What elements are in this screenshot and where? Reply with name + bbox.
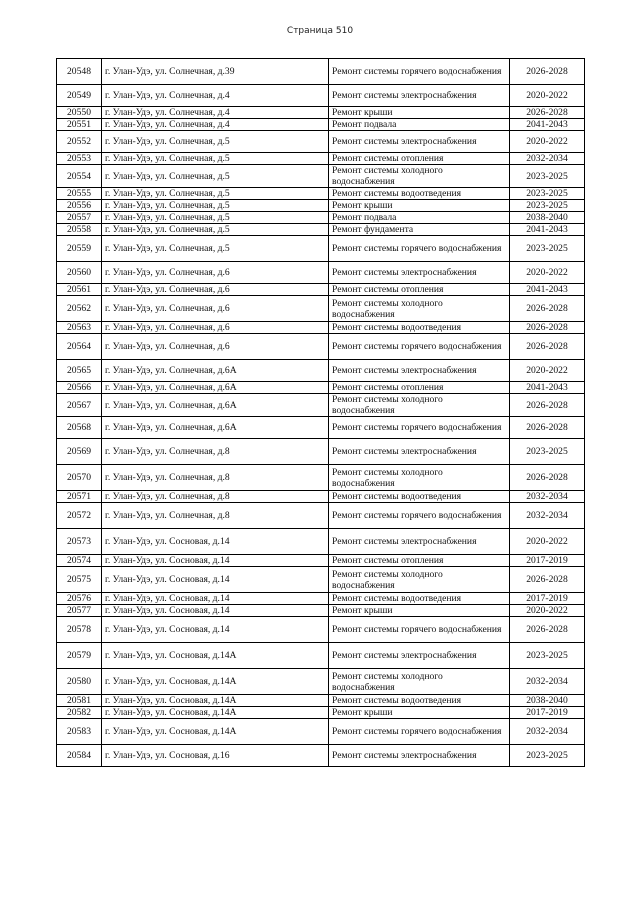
row-work-type: Ремонт системы холодного водоснабжения — [329, 394, 510, 417]
row-number: 20566 — [57, 382, 102, 394]
row-period: 2020-2022 — [510, 262, 585, 284]
table-row — [57, 284, 585, 296]
row-work-type: Ремонт системы водоотведения — [329, 491, 510, 503]
row-period: 2041-2043 — [510, 119, 585, 131]
row-work-type: Ремонт подвала — [329, 212, 510, 224]
row-address: г. Улан-Удэ, ул. Солнечная, д.5 — [102, 131, 329, 153]
table-row — [57, 491, 585, 503]
table-row — [57, 360, 585, 382]
row-address: г. Улан-Удэ, ул. Солнечная, д.5 — [102, 165, 329, 188]
row-period: 2032-2034 — [510, 669, 585, 695]
table-row — [57, 296, 585, 322]
table-row — [57, 707, 585, 719]
row-address: г. Улан-Удэ, ул. Солнечная, д.5 — [102, 224, 329, 236]
row-period: 2023-2025 — [510, 643, 585, 669]
row-work-type: Ремонт системы отопления — [329, 153, 510, 165]
row-number: 20582 — [57, 707, 102, 719]
row-number: 20556 — [57, 200, 102, 212]
row-address: г. Улан-Удэ, ул. Сосновая, д.16 — [102, 745, 329, 767]
row-address: г. Улан-Удэ, ул. Солнечная, д.6А — [102, 360, 329, 382]
table-row — [57, 529, 585, 555]
table-row — [57, 417, 585, 439]
table-row — [57, 224, 585, 236]
row-number: 20576 — [57, 593, 102, 605]
row-period: 2023-2025 — [510, 745, 585, 767]
row-number: 20562 — [57, 296, 102, 322]
row-number: 20577 — [57, 605, 102, 617]
row-address: г. Улан-Удэ, ул. Солнечная, д.6 — [102, 296, 329, 322]
row-period: 2026-2028 — [510, 394, 585, 417]
table-row — [57, 322, 585, 334]
row-work-type: Ремонт системы водоотведения — [329, 593, 510, 605]
row-number: 20550 — [57, 107, 102, 119]
row-address: г. Улан-Удэ, ул. Солнечная, д.5 — [102, 200, 329, 212]
row-period: 2017-2019 — [510, 593, 585, 605]
row-address: г. Улан-Удэ, ул. Сосновая, д.14А — [102, 719, 329, 745]
row-work-type: Ремонт системы электроснабжения — [329, 745, 510, 767]
row-period: 2020-2022 — [510, 529, 585, 555]
table-row — [57, 236, 585, 262]
row-work-type: Ремонт подвала — [329, 119, 510, 131]
table-row — [57, 394, 585, 417]
row-number: 20558 — [57, 224, 102, 236]
repair-schedule-table — [56, 58, 585, 767]
row-work-type: Ремонт системы холодного водоснабжения — [329, 669, 510, 695]
row-number: 20548 — [57, 59, 102, 85]
row-work-type: Ремонт системы горячего водоснабжения — [329, 59, 510, 85]
table-body — [57, 59, 585, 767]
row-period: 2032-2034 — [510, 503, 585, 529]
row-period: 2026-2028 — [510, 417, 585, 439]
table-row — [57, 382, 585, 394]
table-row — [57, 567, 585, 593]
row-period: 2026-2028 — [510, 334, 585, 360]
row-number: 20569 — [57, 439, 102, 465]
row-period: 2026-2028 — [510, 465, 585, 491]
row-period: 2038-2040 — [510, 695, 585, 707]
row-number: 20575 — [57, 567, 102, 593]
row-number: 20580 — [57, 669, 102, 695]
row-period: 2026-2028 — [510, 59, 585, 85]
row-address: г. Улан-Удэ, ул. Солнечная, д.6 — [102, 262, 329, 284]
row-number: 20581 — [57, 695, 102, 707]
row-address: г. Улан-Удэ, ул. Солнечная, д.4 — [102, 85, 329, 107]
row-period: 2017-2019 — [510, 707, 585, 719]
table-row — [57, 745, 585, 767]
row-number: 20584 — [57, 745, 102, 767]
row-work-type: Ремонт системы горячего водоснабжения — [329, 617, 510, 643]
row-address: г. Улан-Удэ, ул. Солнечная, д.6 — [102, 334, 329, 360]
row-period: 2041-2043 — [510, 224, 585, 236]
row-work-type: Ремонт системы электроснабжения — [329, 131, 510, 153]
table-row — [57, 212, 585, 224]
table-row — [57, 503, 585, 529]
row-address: г. Улан-Удэ, ул. Солнечная, д.8 — [102, 465, 329, 491]
table-row — [57, 59, 585, 85]
row-address: г. Улан-Удэ, ул. Сосновая, д.14А — [102, 695, 329, 707]
table-row — [57, 119, 585, 131]
row-period: 2023-2025 — [510, 165, 585, 188]
table-row — [57, 719, 585, 745]
row-work-type: Ремонт системы холодного водоснабжения — [329, 296, 510, 322]
row-period: 2026-2028 — [510, 617, 585, 643]
row-number: 20555 — [57, 188, 102, 200]
row-period: 2032-2034 — [510, 719, 585, 745]
row-work-type: Ремонт системы водоотведения — [329, 695, 510, 707]
row-address: г. Улан-Удэ, ул. Солнечная, д.8 — [102, 503, 329, 529]
row-number: 20578 — [57, 617, 102, 643]
row-number: 20570 — [57, 465, 102, 491]
row-number: 20565 — [57, 360, 102, 382]
row-work-type: Ремонт крыши — [329, 107, 510, 119]
row-address: г. Улан-Удэ, ул. Солнечная, д.8 — [102, 439, 329, 465]
row-address: г. Улан-Удэ, ул. Сосновая, д.14 — [102, 593, 329, 605]
row-number: 20583 — [57, 719, 102, 745]
row-number: 20553 — [57, 153, 102, 165]
row-number: 20564 — [57, 334, 102, 360]
table-row — [57, 669, 585, 695]
row-work-type: Ремонт системы отопления — [329, 284, 510, 296]
row-work-type: Ремонт системы холодного водоснабжения — [329, 567, 510, 593]
row-period: 2032-2034 — [510, 491, 585, 503]
row-number: 20549 — [57, 85, 102, 107]
row-period: 2023-2025 — [510, 236, 585, 262]
row-work-type: Ремонт системы горячего водоснабжения — [329, 236, 510, 262]
row-number: 20573 — [57, 529, 102, 555]
row-address: г. Улан-Удэ, ул. Сосновая, д.14 — [102, 567, 329, 593]
row-work-type: Ремонт системы водоотведения — [329, 322, 510, 334]
row-period: 2020-2022 — [510, 131, 585, 153]
row-number: 20561 — [57, 284, 102, 296]
row-work-type: Ремонт фундамента — [329, 224, 510, 236]
row-period: 2023-2025 — [510, 200, 585, 212]
row-address: г. Улан-Удэ, ул. Солнечная, д.6А — [102, 382, 329, 394]
table-row — [57, 165, 585, 188]
table-row — [57, 617, 585, 643]
row-address: г. Улан-Удэ, ул. Солнечная, д.5 — [102, 236, 329, 262]
table-row — [57, 555, 585, 567]
row-address: г. Улан-Удэ, ул. Солнечная, д.6 — [102, 284, 329, 296]
row-work-type: Ремонт системы электроснабжения — [329, 262, 510, 284]
table-row — [57, 593, 585, 605]
row-work-type: Ремонт системы электроснабжения — [329, 85, 510, 107]
row-period: 2023-2025 — [510, 188, 585, 200]
table-row — [57, 439, 585, 465]
page-header: Страница 510 — [286, 26, 354, 36]
table-row — [57, 695, 585, 707]
row-period: 2026-2028 — [510, 322, 585, 334]
row-work-type: Ремонт системы электроснабжения — [329, 360, 510, 382]
table-row — [57, 153, 585, 165]
table-row — [57, 200, 585, 212]
row-address: г. Улан-Удэ, ул. Солнечная, д.8 — [102, 491, 329, 503]
row-number: 20552 — [57, 131, 102, 153]
table-row — [57, 131, 585, 153]
row-address: г. Улан-Удэ, ул. Солнечная, д.5 — [102, 153, 329, 165]
row-work-type: Ремонт системы электроснабжения — [329, 643, 510, 669]
row-work-type: Ремонт крыши — [329, 200, 510, 212]
row-address: г. Улан-Удэ, ул. Солнечная, д.6А — [102, 417, 329, 439]
row-work-type: Ремонт системы электроснабжения — [329, 439, 510, 465]
row-work-type: Ремонт системы электроснабжения — [329, 529, 510, 555]
table-row — [57, 605, 585, 617]
row-address: г. Улан-Удэ, ул. Солнечная, д.6А — [102, 394, 329, 417]
table-row — [57, 262, 585, 284]
row-work-type: Ремонт системы горячего водоснабжения — [329, 503, 510, 529]
row-number: 20554 — [57, 165, 102, 188]
row-work-type: Ремонт системы отопления — [329, 555, 510, 567]
row-number: 20560 — [57, 262, 102, 284]
row-address: г. Улан-Удэ, ул. Сосновая, д.14 — [102, 555, 329, 567]
row-address: г. Улан-Удэ, ул. Солнечная, д.5 — [102, 212, 329, 224]
row-period: 2020-2022 — [510, 605, 585, 617]
row-address: г. Улан-Удэ, ул. Сосновая, д.14 — [102, 605, 329, 617]
row-period: 2026-2028 — [510, 107, 585, 119]
row-address: г. Улан-Удэ, ул. Сосновая, д.14А — [102, 643, 329, 669]
row-period: 2017-2019 — [510, 555, 585, 567]
row-work-type: Ремонт крыши — [329, 605, 510, 617]
row-number: 20551 — [57, 119, 102, 131]
row-period: 2038-2040 — [510, 212, 585, 224]
row-address: г. Улан-Удэ, ул. Сосновая, д.14 — [102, 617, 329, 643]
row-period: 2041-2043 — [510, 284, 585, 296]
row-period: 2026-2028 — [510, 296, 585, 322]
row-number: 20563 — [57, 322, 102, 334]
row-address: г. Улан-Удэ, ул. Сосновая, д.14А — [102, 707, 329, 719]
row-period: 2023-2025 — [510, 439, 585, 465]
row-work-type: Ремонт системы холодного водоснабжения — [329, 165, 510, 188]
row-period: 2020-2022 — [510, 85, 585, 107]
row-address: г. Улан-Удэ, ул. Сосновая, д.14 — [102, 529, 329, 555]
row-number: 20574 — [57, 555, 102, 567]
row-work-type: Ремонт системы горячего водоснабжения — [329, 417, 510, 439]
row-work-type: Ремонт системы водоотведения — [329, 188, 510, 200]
table-row — [57, 188, 585, 200]
row-address: г. Улан-Удэ, ул. Солнечная, д.5 — [102, 188, 329, 200]
row-period: 2020-2022 — [510, 360, 585, 382]
row-address: г. Улан-Удэ, ул. Солнечная, д.39 — [102, 59, 329, 85]
row-period: 2032-2034 — [510, 153, 585, 165]
row-work-type: Ремонт крыши — [329, 707, 510, 719]
row-address: г. Улан-Удэ, ул. Солнечная, д.4 — [102, 107, 329, 119]
row-number: 20572 — [57, 503, 102, 529]
row-number: 20579 — [57, 643, 102, 669]
row-address: г. Улан-Удэ, ул. Солнечная, д.4 — [102, 119, 329, 131]
row-number: 20559 — [57, 236, 102, 262]
table-row — [57, 643, 585, 669]
row-number: 20557 — [57, 212, 102, 224]
table-row — [57, 465, 585, 491]
row-work-type: Ремонт системы горячего водоснабжения — [329, 719, 510, 745]
row-work-type: Ремонт системы горячего водоснабжения — [329, 334, 510, 360]
row-work-type: Ремонт системы отопления — [329, 382, 510, 394]
table-row — [57, 85, 585, 107]
row-work-type: Ремонт системы холодного водоснабжения — [329, 465, 510, 491]
row-number: 20568 — [57, 417, 102, 439]
row-period: 2041-2043 — [510, 382, 585, 394]
row-address: г. Улан-Удэ, ул. Солнечная, д.6 — [102, 322, 329, 334]
row-number: 20567 — [57, 394, 102, 417]
table-row — [57, 107, 585, 119]
row-period: 2026-2028 — [510, 567, 585, 593]
row-address: г. Улан-Удэ, ул. Сосновая, д.14А — [102, 669, 329, 695]
row-number: 20571 — [57, 491, 102, 503]
table-row — [57, 334, 585, 360]
